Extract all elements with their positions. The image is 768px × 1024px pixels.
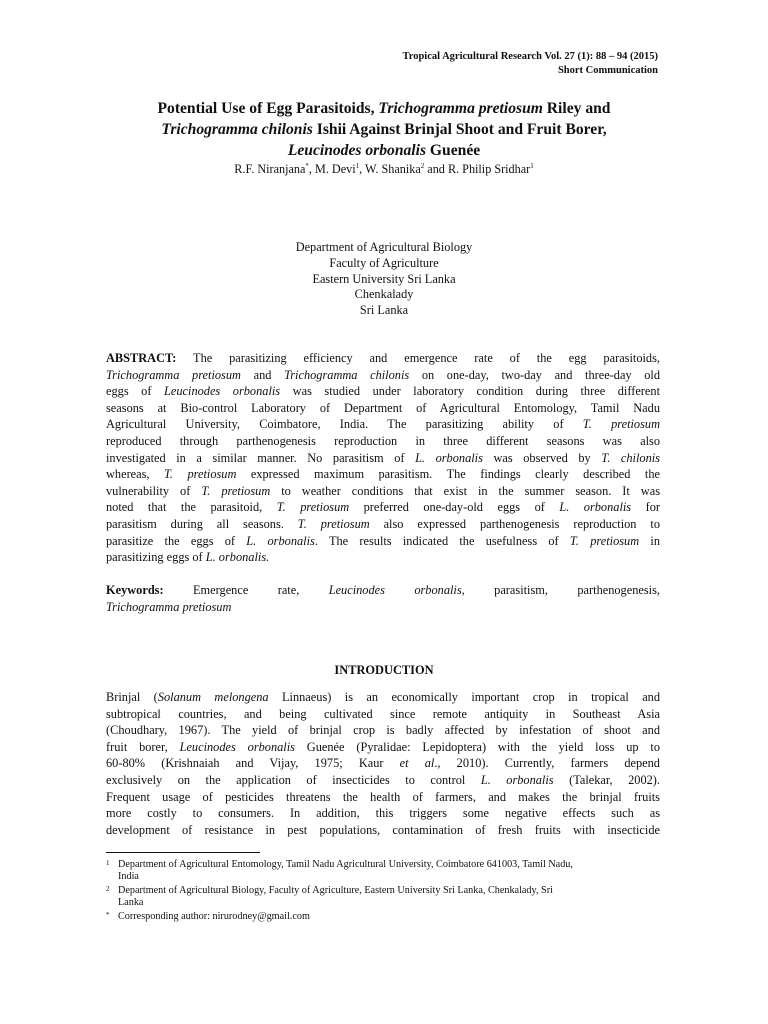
title-species: Leucinodes orbonalis xyxy=(287,142,427,159)
journal-citation: Tropical Agricultural Research Vol. 27 (1): 88 – 94 (2015) xyxy=(402,51,658,62)
title-line-1 xyxy=(100,98,668,119)
footnotes xyxy=(106,859,666,924)
keywords-label: Keywords: xyxy=(106,583,164,597)
body-text: ., 2010). Currently, farmers depend xyxy=(434,756,660,771)
body-text: exclusively on the application of insecticides to control xyxy=(106,772,481,787)
footnote-text xyxy=(118,859,666,884)
footnote-line: Department of Agricultural Entomology, Tamil Nadu Agricultural University, Coimbatore 641003, Tamil Nadu, xyxy=(118,859,573,870)
body-text: Linnaeus) is an economically important crop in tropical and xyxy=(268,690,661,704)
abstract-text: noted that the parasitoid, xyxy=(106,500,277,515)
affiliation-line: Chenkalady xyxy=(354,287,414,302)
citation-etal: et al xyxy=(399,756,435,771)
abstract-line xyxy=(106,499,660,516)
species-name: Leucinodes orbonalis xyxy=(328,583,462,597)
footnote-text xyxy=(118,885,666,910)
body-line xyxy=(106,772,660,789)
abstract-line xyxy=(106,416,660,433)
body-text: development of resistance in pest populations, contamination of fresh fruits with insecticide xyxy=(106,822,660,837)
body-line xyxy=(106,805,660,822)
species-name: L. orbonalis xyxy=(415,450,483,465)
title-species: Trichogramma chilonis xyxy=(161,121,313,138)
keyword-text: , parasitism, parthenogenesis, xyxy=(461,583,660,597)
title-species: Trichogramma pretiosum xyxy=(378,100,543,117)
footnote-line: Department of Agricultural Biology, Faculty of Agriculture, Eastern University Sri Lanka, Chenkalady, Sri xyxy=(118,884,553,896)
affiliation-line: Sri Lanka xyxy=(359,303,409,318)
abstract-text: was studied under laboratory condition during three different xyxy=(280,384,660,399)
body-text: more costly to consumers. In addition, this triggers some negative effects such as xyxy=(106,806,660,821)
abstract-text: to weather conditions that exist in the summer season. It was xyxy=(270,483,661,498)
body-line xyxy=(106,789,660,806)
title-text: Potential Use of Egg Parasitoids, xyxy=(157,100,379,117)
abstract-text: Agricultural University, Coimbatore, India. The parasitizing ability of xyxy=(106,417,583,432)
abstract-line xyxy=(106,350,660,367)
author-affil-mark: 1 xyxy=(355,162,360,170)
abstract-text: eggs of xyxy=(106,384,165,399)
abstract-line xyxy=(106,400,660,417)
body-text: Guenée (Pyralidae: Lepidoptera) with the yield loss up to xyxy=(294,739,660,754)
abstract-line xyxy=(106,549,660,566)
body-line xyxy=(106,755,660,772)
species-name: Leucinodes orbonalis xyxy=(179,739,295,754)
abstract-text: on one-day, two-day and three-day old xyxy=(409,367,661,382)
body-text: subtropical countries, and being cultivated since remote antiquity in Southeast Asia xyxy=(106,706,660,721)
abstract-text: and xyxy=(240,367,285,382)
title-line-3 xyxy=(100,140,668,161)
author-affil-mark: 2 xyxy=(420,162,425,170)
species-name: T. pretiosum xyxy=(569,533,640,548)
abstract-text: seasons at Bio-control Laboratory of Department of Agricultural Entomology, Tamil Nadu xyxy=(106,400,660,415)
affiliation-block xyxy=(100,240,668,319)
body-text: fruit borer, xyxy=(106,739,180,754)
body-text: (Choudhary, 1967). The yield of brinjal crop is badly affected by infestation of shoot and xyxy=(106,723,660,738)
species-name: T. pretiosum xyxy=(201,483,271,498)
author-affil-mark: * xyxy=(305,162,309,170)
author-name: , M. Devi xyxy=(308,162,356,176)
abstract-label: ABSTRACT: xyxy=(106,351,177,365)
footnote-divider xyxy=(106,852,260,853)
abstract-text: reproduced through parthenogenesis reproduction in three different seasons was also xyxy=(106,433,660,448)
species-name: T. pretiosum xyxy=(582,417,660,432)
footnote-line: Lanka xyxy=(118,897,144,909)
abstract-text: for xyxy=(631,500,660,515)
body-line xyxy=(106,739,660,756)
abstract-line xyxy=(106,433,660,450)
title-text: Guenée xyxy=(426,142,481,159)
corresponding-author-email: Corresponding author: nirurodney@gmail.com xyxy=(118,910,310,922)
footnote xyxy=(106,859,666,884)
affiliation-line: Eastern University Sri Lanka xyxy=(312,271,456,286)
species-name: T. pretiosum xyxy=(163,467,237,482)
abstract xyxy=(106,350,660,566)
author-name: , W. Shanika xyxy=(359,162,421,176)
abstract-line xyxy=(106,533,660,550)
abstract-text: preferred one-day-old eggs of xyxy=(349,500,560,515)
keyword-text: Emergence rate, xyxy=(163,583,329,597)
abstract-text: also expressed parthenogenesis reproduction to xyxy=(369,516,660,531)
abstract-text: . The results indicated the usefulness of xyxy=(314,533,570,548)
body-text: 60-80% (Krishnaiah and Vijay, 1975; Kaur xyxy=(106,756,400,771)
species-name: T. pretiosum xyxy=(297,516,370,531)
species-name: L. orbonalis xyxy=(559,500,632,515)
introduction-heading: INTRODUCTION xyxy=(334,663,434,677)
title-text: Riley and xyxy=(542,100,611,117)
affiliation-line: Department of Agricultural Biology xyxy=(295,240,473,254)
abstract-text: was observed by xyxy=(482,450,602,465)
abstract-text: The parasitizing efficiency and emergence rate of the egg parasitoids, xyxy=(176,351,660,365)
abstract-text: whereas, xyxy=(106,467,164,482)
footnote xyxy=(106,911,666,923)
keywords xyxy=(106,582,660,615)
abstract-line xyxy=(106,367,660,384)
body-text: Frequent usage of pesticides threatens the health of farmers, and makes the brinjal fruits xyxy=(106,789,660,804)
footnote-mark: 1 xyxy=(106,859,110,867)
species-name: Leucinodes orbonalis xyxy=(164,384,281,399)
abstract-line xyxy=(106,450,660,467)
title-line-2 xyxy=(100,119,668,140)
body-line xyxy=(106,706,660,723)
species-name: L. orbonalis xyxy=(480,772,554,787)
abstract-text: parasitism during all seasons. xyxy=(106,516,298,531)
author-name: R.F. Niranjana xyxy=(234,162,306,176)
keywords-line xyxy=(106,599,660,616)
footnote-text xyxy=(118,911,666,923)
body-text: Brinjal ( xyxy=(106,690,158,704)
abstract-text: parasitizing eggs of xyxy=(106,550,206,565)
author-affil-mark: 1 xyxy=(530,162,534,170)
author-name: and R. Philip Sridhar xyxy=(424,162,531,176)
body-line xyxy=(106,722,660,739)
body-line xyxy=(106,822,660,839)
species-name: T. pretiosum xyxy=(276,500,350,515)
abstract-text: investigated in a similar manner. No parasitism of xyxy=(106,450,416,465)
paper-title xyxy=(100,98,668,161)
abstract-text: expressed maximum parasitism. The findings clearly described the xyxy=(236,467,660,482)
footnote-mark: * xyxy=(106,910,110,919)
abstract-line xyxy=(106,483,660,500)
article-type: Short Communication xyxy=(557,65,658,76)
species-name: Trichogramma pretiosum xyxy=(106,367,241,382)
keywords-line xyxy=(106,582,660,599)
title-text: Ishii Against Brinjal Shoot and Fruit Borer, xyxy=(312,121,607,138)
author-list xyxy=(100,162,668,177)
body-line xyxy=(106,689,660,706)
species-name: Trichogramma chilonis xyxy=(284,367,410,382)
abstract-line xyxy=(106,516,660,533)
abstract-text: parasitize the eggs of xyxy=(106,533,247,548)
species-name: Solanum melongena xyxy=(157,690,269,704)
species-name: L. orbonalis xyxy=(246,533,315,548)
body-text: (Talekar, 2002). xyxy=(553,772,660,787)
species-name: T. chilonis xyxy=(601,450,660,465)
footnote xyxy=(106,885,666,910)
footnote-mark: 2 xyxy=(106,884,110,893)
species-name: L. orbonalis. xyxy=(205,550,270,565)
abstract-line xyxy=(106,383,660,400)
abstract-text: in xyxy=(639,533,660,548)
journal-header xyxy=(403,50,658,78)
species-name: Trichogramma pretiosum xyxy=(106,599,232,614)
abstract-text: vulnerability of xyxy=(106,483,202,498)
footnote-line: India xyxy=(118,871,139,883)
abstract-line xyxy=(106,466,660,483)
affiliation-line: Faculty of Agriculture xyxy=(329,255,439,270)
introduction-body xyxy=(106,689,660,838)
